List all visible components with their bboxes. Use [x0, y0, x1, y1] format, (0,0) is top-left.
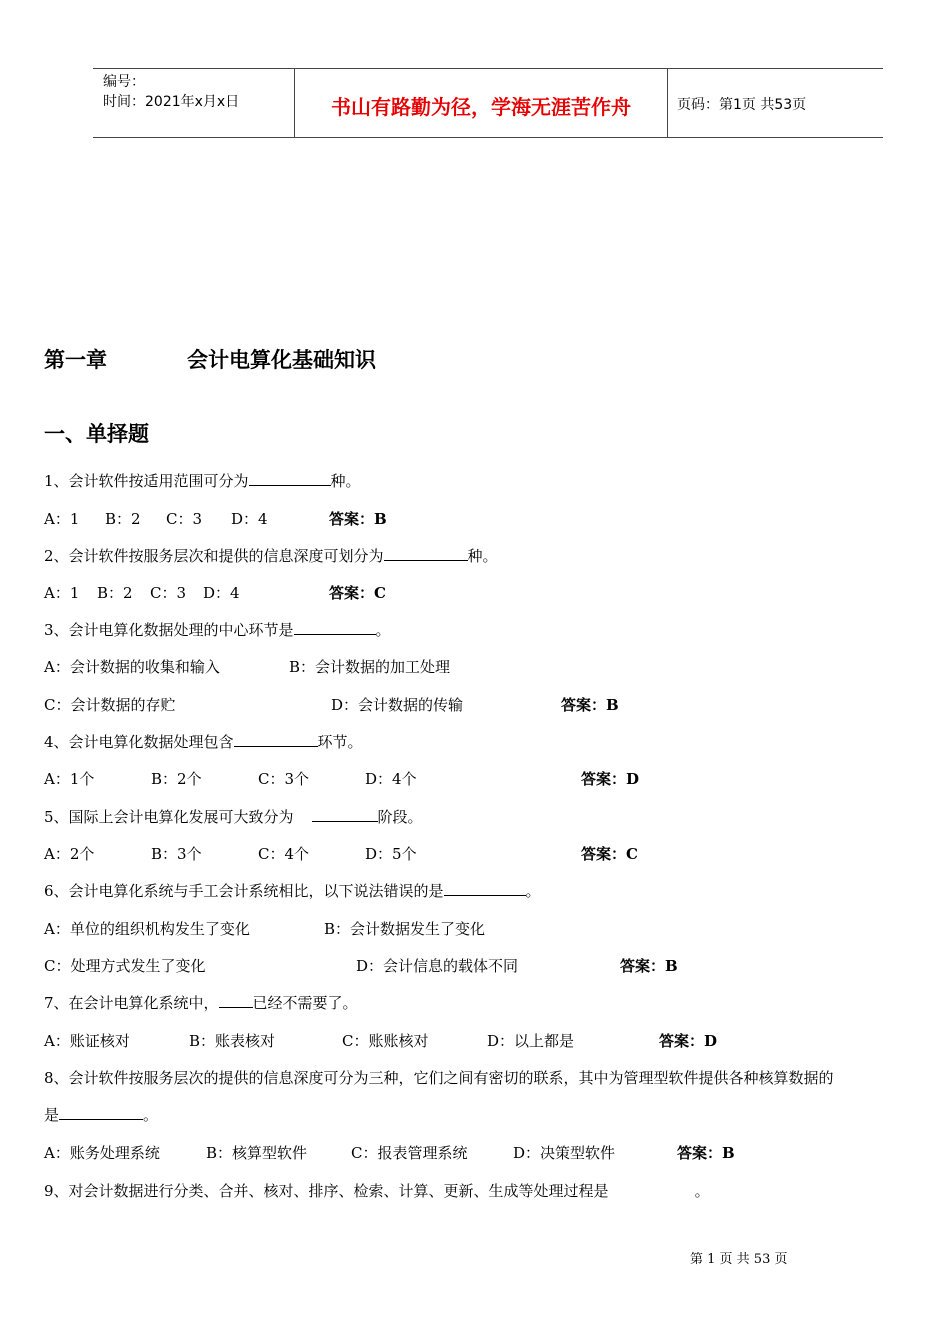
- option-c: C：账账核对: [342, 1032, 429, 1050]
- option-d: D：会计信息的载体不同: [356, 957, 519, 975]
- question-1-options: [44, 508, 387, 529]
- option-b: B：会计数据的加工处理: [289, 658, 451, 676]
- option-a: A：1个: [44, 770, 95, 788]
- option-a: A：2个: [44, 845, 95, 863]
- question-3: 3、会计电算化数据处理的中心环节是 。: [44, 621, 391, 639]
- option-a: A：1: [44, 584, 80, 602]
- motto: 书山有路勤为径，学海无涯苦作舟: [331, 95, 631, 119]
- option-c: C：3个: [258, 770, 310, 788]
- answer: 答案：C: [329, 584, 386, 602]
- option-a: A：账务处理系统: [44, 1144, 160, 1162]
- question-8-cont: 是 。: [44, 1106, 159, 1124]
- option-c: C：3: [150, 584, 187, 602]
- option-c: C：报表管理系统: [351, 1144, 468, 1162]
- question-8: 8、会计软件按服务层次的提供的信息深度可分为三种，它们之间有密切的联系，其中为管理型软件提供各种核算数据的: [44, 1069, 834, 1087]
- question-9: 9、对会计数据进行分类、合并、核对、排序、检索、计算、更新、生成等处理过程是 。: [44, 1182, 710, 1200]
- option-d: D：4: [203, 584, 240, 602]
- option-b: B：账表核对: [189, 1032, 276, 1050]
- answer: 答案：B: [329, 510, 387, 528]
- answer-blank: [384, 546, 468, 561]
- question-7-options: [44, 1030, 717, 1051]
- option-a: A：单位的组织机构发生了变化: [44, 920, 250, 938]
- question-6-options-ab: [44, 918, 485, 939]
- option-c: C：4个: [258, 845, 310, 863]
- option-b: B：2个: [151, 770, 202, 788]
- option-c: C：会计数据的存贮: [44, 696, 176, 714]
- question-3-options-ab: [44, 656, 450, 677]
- answer: 答案：C: [581, 845, 638, 863]
- answer-blank: [234, 732, 318, 747]
- question-8-options: [44, 1142, 735, 1163]
- option-b: B：3个: [151, 845, 202, 863]
- question-6: 6、会计电算化系统与手工会计系统相比，以下说法错误的是 。: [44, 882, 541, 900]
- number-label: 编号：: [103, 74, 145, 90]
- document-header: [93, 68, 883, 138]
- chapter-heading: [44, 344, 376, 374]
- question-1: 1、会计软件按适用范围可分为 种。: [44, 472, 361, 490]
- option-b: B：2: [97, 584, 133, 602]
- answer: 答案：B: [561, 696, 619, 714]
- option-c: C：处理方式发生了变化: [44, 957, 206, 975]
- option-c: C：3: [166, 510, 203, 528]
- answer: 答案：D: [659, 1032, 718, 1050]
- question-3-options-cd: [44, 694, 619, 715]
- chapter-number: 第一章: [44, 347, 107, 372]
- option-b: B：2: [105, 510, 141, 528]
- answer-blank: [294, 620, 376, 635]
- answer-blank: [249, 471, 331, 486]
- question-5-options: [44, 843, 638, 864]
- answer: 答案：B: [677, 1144, 735, 1162]
- page-footer: 第 1 页 共 53 页: [690, 1252, 788, 1267]
- option-d: D：以上都是: [487, 1032, 575, 1050]
- header-motto-cell: [295, 69, 668, 137]
- question-2-options: [44, 582, 386, 603]
- question-4-options: [44, 768, 639, 789]
- answer: 答案：B: [620, 957, 678, 975]
- section-heading: 一、单择题: [44, 421, 149, 446]
- answer: 答案：D: [581, 770, 640, 788]
- option-d: D：4: [231, 510, 268, 528]
- option-d: D：4个: [365, 770, 417, 788]
- option-b: B：会计数据发生了变化: [324, 920, 486, 938]
- option-a: A：会计数据的收集和输入: [44, 658, 220, 676]
- question-2: 2、会计软件按服务层次和提供的信息深度可划分为 种。: [44, 547, 498, 565]
- answer-blank: [312, 807, 378, 822]
- answer-blank: [59, 1105, 143, 1120]
- option-d: D：决策型软件: [513, 1144, 616, 1162]
- option-a: A：账证核对: [44, 1032, 130, 1050]
- option-b: B：核算型软件: [206, 1144, 308, 1162]
- answer-blank: [444, 881, 526, 896]
- option-a: A：1: [44, 510, 80, 528]
- option-d: D：5个: [365, 845, 417, 863]
- question-4: 4、会计电算化数据处理包含 环节。: [44, 733, 363, 751]
- page-info: 页码：第1页 共53页: [677, 97, 807, 113]
- answer-blank: [219, 993, 253, 1008]
- header-meta-cell: [93, 69, 295, 137]
- question-6-options-cd: [44, 955, 678, 976]
- time-label: 时间：2021年x月x日: [103, 94, 240, 110]
- question-7: 7、在会计电算化系统中， 已经不需要了。: [44, 994, 358, 1012]
- option-d: D：会计数据的传输: [331, 696, 464, 714]
- question-5: 5、国际上会计电算化发展可大致分为 阶段。: [44, 808, 423, 826]
- chapter-title: 会计电算化基础知识: [187, 347, 376, 372]
